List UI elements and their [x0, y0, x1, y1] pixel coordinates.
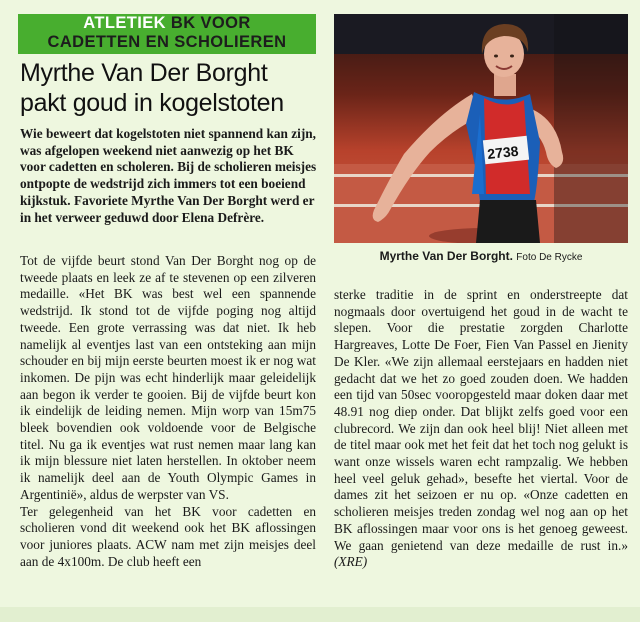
kicker-sport: ATLETIEK: [83, 14, 166, 32]
section-kicker: [18, 14, 316, 54]
caption-credit: Foto De Rycke: [516, 252, 583, 263]
headline-line1: Myrthe Van Der Borght: [20, 59, 268, 87]
photo-caption: [334, 249, 628, 263]
article-paragraph: Tot de vijfde beurt stond Van Der Borght nog op de tweede plaats en leek ze af te stevenen op een zilveren medaille. «Het BK was best wel een spannende wedstrijd. Ik stond tot de vijfde poging nog altijd tweede. Een grote verrassing was dat niet. Ik heb namelijk al eventjes last van een ontsteking aan mijn schouder en bij mijn eerste beurten moest ik er nog wat inkomen. De pijn was echt hinderlijk maar geleidelijk aan begon ik verder te gooien. Bij de vijfde beurt kon ik eindelijk de leiding nemen. Mijn worp van 15m75 bleek bovendien ook voldoende voor de Belgische titel. Nu ga ik eventjes wat rust nemen maar lang kan ik mijn blessure niet laten herstellen. In oktober neem ik namelijk deel aan de Youth Olympic Games in Argentinië», aldus de werpster van VS.: [20, 253, 316, 502]
lead-paragraph: Wie beweert dat kogelstoten niet spannend kan zijn, was afgelopen weekend niet aanwezig op het BK voor cadetten en scholeren. Bij de scholieren meisjes ontpopte de wedstrijd zich immers tot een boeiend kijkstuk. Favoriete Myrthe Van Der Borght werd er in het verweer geduwd door Elena Defrère.: [20, 126, 317, 225]
headline-line2: pakt goud in kogelstoten: [20, 89, 284, 117]
author-signoff: (XRE): [334, 554, 368, 570]
article-column-1: [20, 253, 316, 570]
kicker-event-line2: CADETTEN EN SCHOLIEREN: [47, 33, 287, 51]
caption-name: Myrthe Van Der Borght.: [379, 249, 513, 263]
athlete-photo: [334, 14, 628, 243]
article-paragraph: Ter gelegenheid van het BK voor cadetten en scholieren vond dit weekend ook het BK aflossingen voor juniores plaats. ACW nam met zijn meisjes deel aan de 4x100m. De club heeft een: [20, 503, 316, 569]
article-paragraph: sterke traditie in de sprint en onderstreepte dat nogmaals door overtuigend het goud in de wacht te slepen. Voor die prestatie zorgden Charlotte Hargreaves, Lotte De Foer, Fien Van Passel en Jienity De Kler. «We zijn allemaal eerstejaars en hadden niet gedacht dat we het zo goed zouden doen. We hadden een tijd van 50sec vooropgesteld maar doken daar met 48.91 nog diep onder. Dat blijkt zelfs goed voor een clubrecord. We zijn dan ook heel blij! Niet alleen met de titel maar ook met het feit dat het toch nog gelukt is want onze wissels waren echt rampzalig. We hebben heel veel geluk gehad», besefte het viertal. Voor de dames zit het seizoen er nu op. «Onze cadetten en scholieren meisjes treden zondag wel nog aan op het BK aflossingen maar voor ons is het genoeg geweest. We gaan genietend van deze medaille de rust in.» (XRE): [334, 287, 628, 570]
page-bottom-band: [0, 607, 640, 622]
article-column-2: [334, 287, 628, 571]
kicker-event: BK VOOR: [170, 14, 251, 32]
bib-number: 2738: [486, 142, 520, 162]
headline: [20, 58, 320, 118]
